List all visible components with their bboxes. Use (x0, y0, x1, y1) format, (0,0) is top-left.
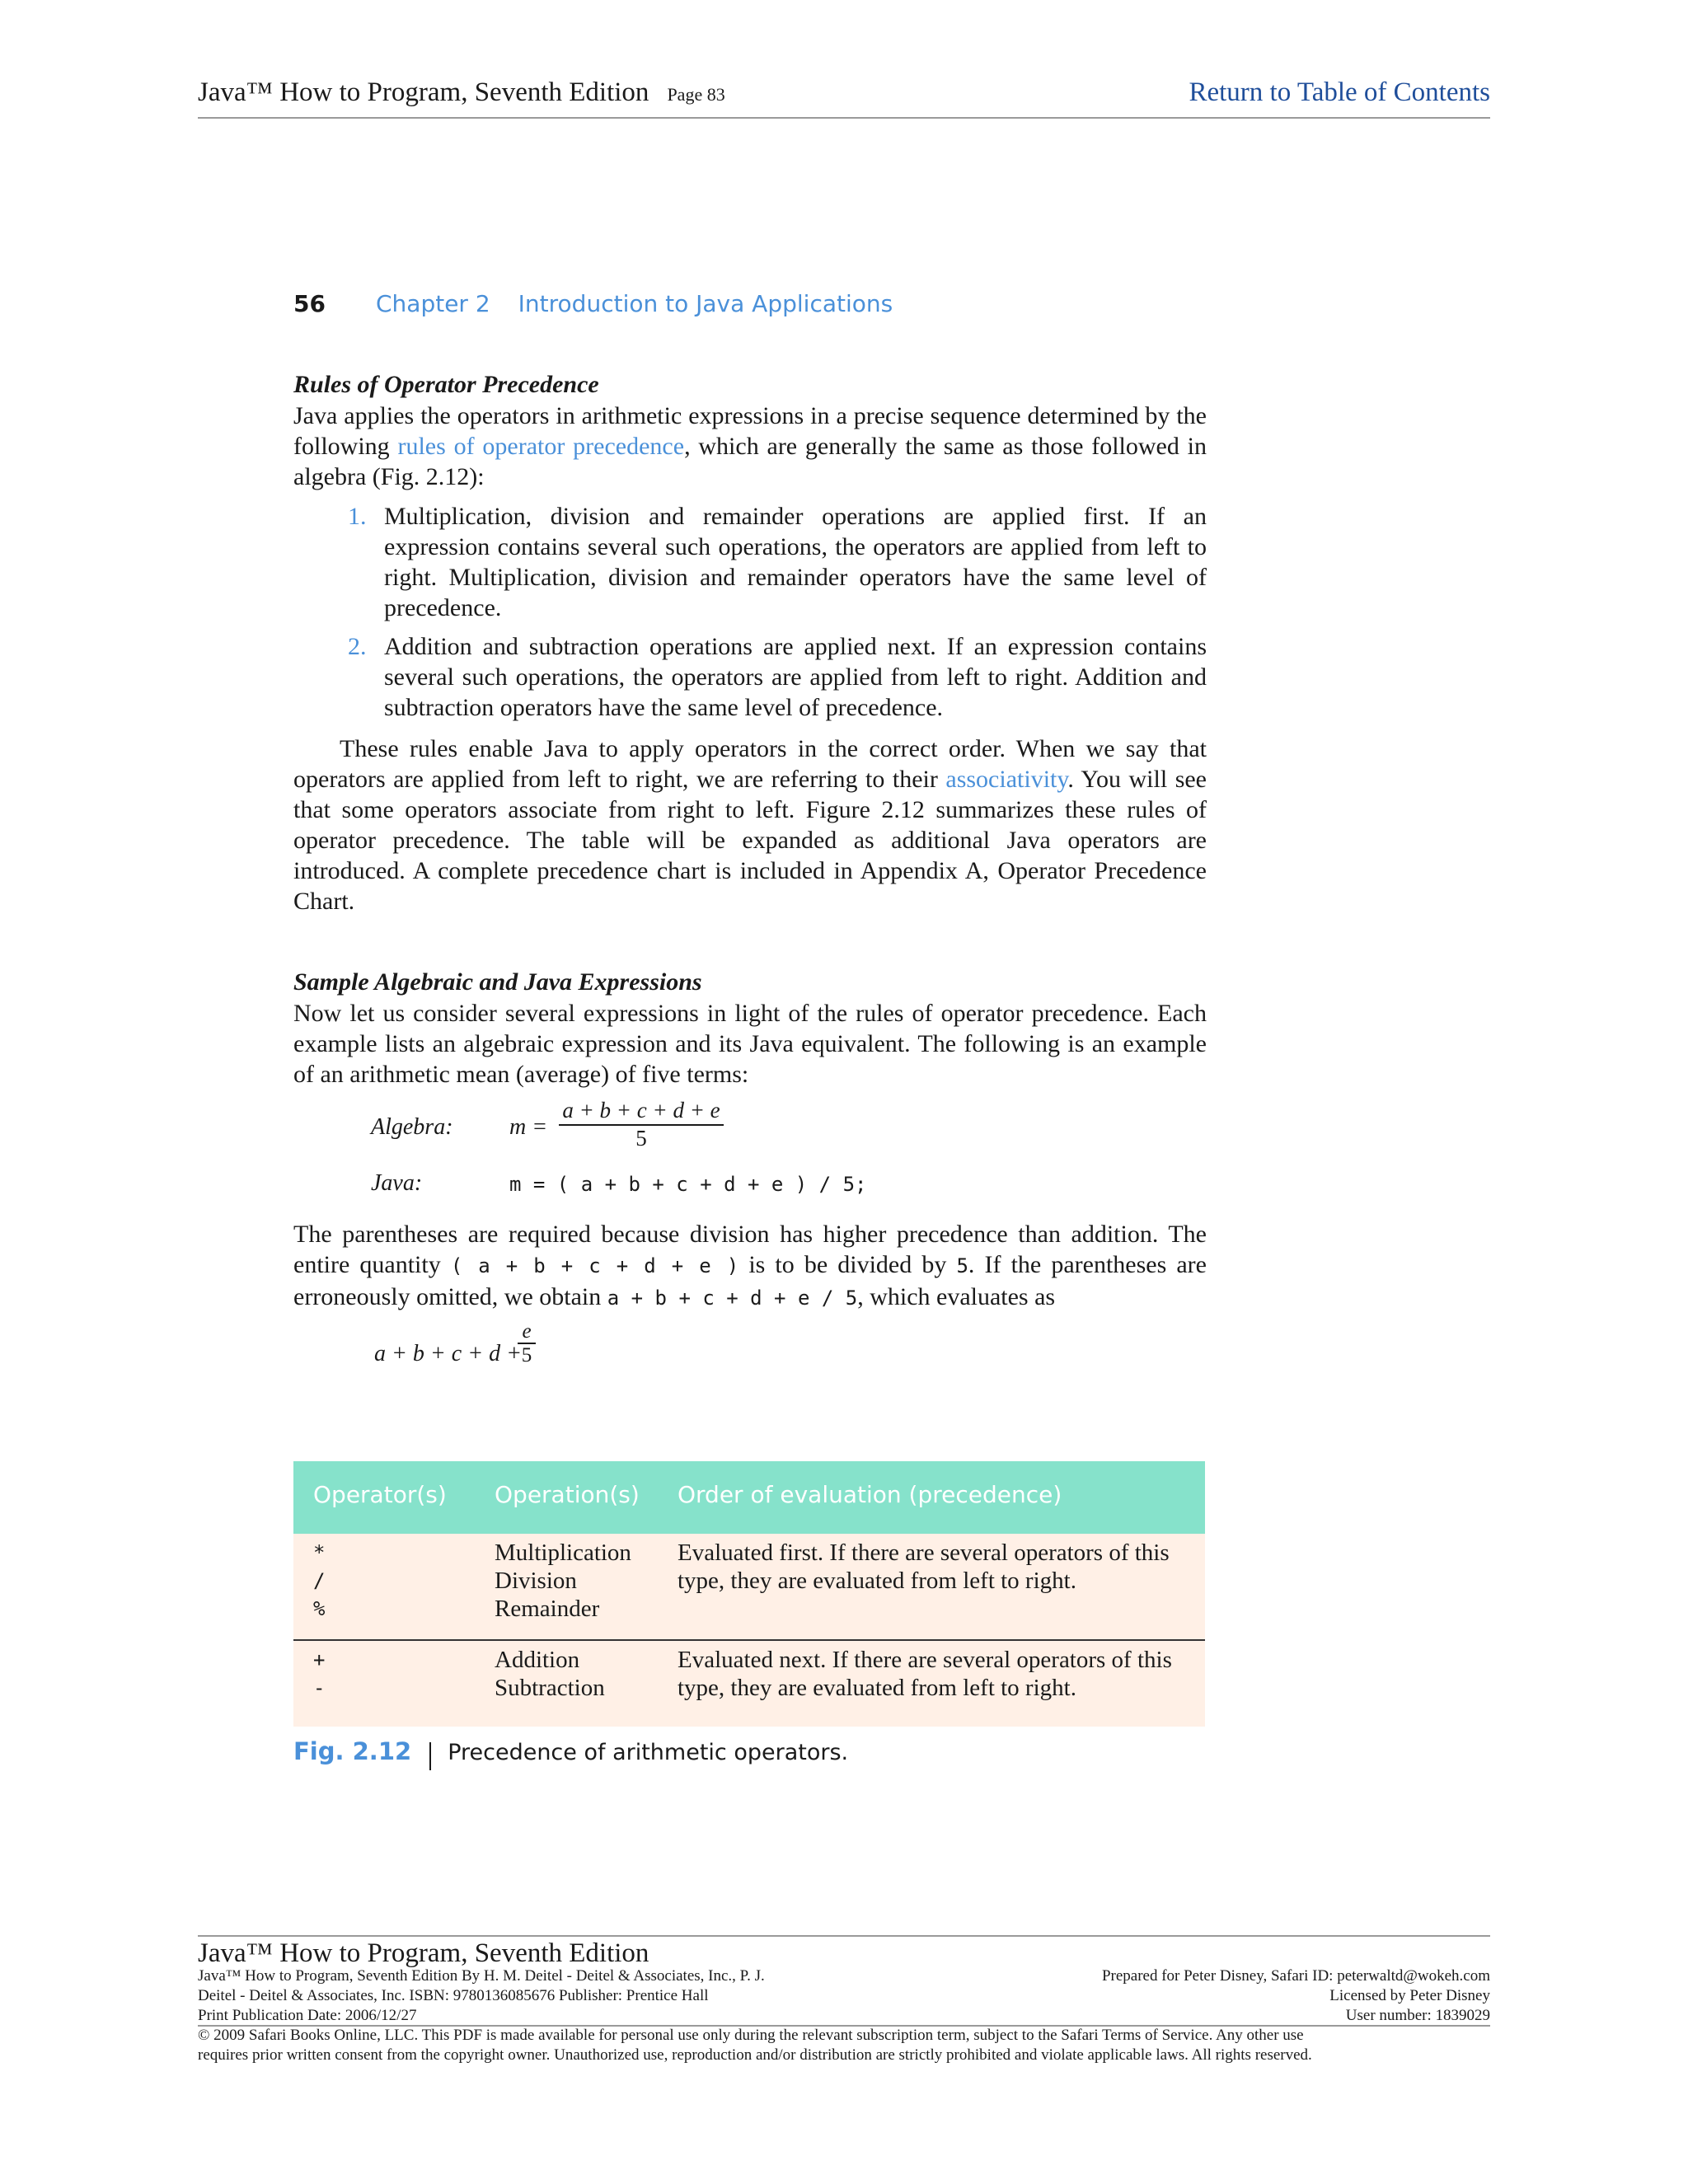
fraction-denominator: 5 (521, 1344, 532, 1366)
operations-cell: Addition Subtraction (495, 1647, 605, 1701)
return-to-toc-link[interactable]: Return to Table of Contents (1189, 77, 1490, 107)
eval-expression: a + b + c + d + (374, 1341, 523, 1366)
inline-code: ( a + b + c + d + e ) (450, 1254, 739, 1277)
column-header: Order of evaluation (precedence) (678, 1481, 1062, 1508)
order-cell: Evaluated first. If there are several operators of this type, they are evaluated from left to right. (678, 1540, 1170, 1594)
caption-divider (429, 1742, 431, 1770)
section-heading-precedence: Rules of Operator Precedence (293, 371, 599, 398)
section2-intro: Now let us consider several expressions in light of the rules of operator precedence. Each example lists an algebraic expression and its Java equivalent. The following is an example of an arithmetic mean (average) of five terms: (293, 1000, 1207, 1088)
inline-code: 5 (956, 1254, 968, 1277)
figure-caption (293, 1737, 848, 1770)
section1-intro: Java applies the operators in arithmetic expressions in a precise sequence determined by the following rules of operator precedence, which are generally the same as those followed in algebra (Fig. 2.12): (293, 402, 1207, 490)
footer-copyright: © 2009 Safari Books Online, LLC. This PDF is made available for personal use only during the relevant subscription term, subject to the Safari Terms of Service. Any other use requires prior written consent from the copyright owner. Unauthorized use, reproduction and/or distribution are strictly prohibited and violate applicable laws. All rights reserved. (198, 2027, 1312, 2064)
footer-license-info: Prepared for Peter Disney, Safari ID: peterwaltd@wokeh.com Licensed by Peter Disney User number: 1839029 (1101, 1967, 1490, 2024)
java-code: m = ( a + b + c + d + e ) / 5; (509, 1173, 867, 1196)
fraction-numerator: a + b + c + d + e (562, 1098, 720, 1122)
column-header: Operation(s) (495, 1481, 640, 1508)
operations-cell: Multiplication Division Remainder (495, 1540, 631, 1622)
eval-fraction (518, 1320, 536, 1366)
operators-cell: + - (313, 1648, 326, 1699)
footer-divider (198, 1935, 1490, 1937)
table-header (293, 1461, 1205, 1534)
chapter-label: Chapter 2 (376, 290, 490, 317)
fraction-numerator: e (522, 1320, 532, 1343)
rule-list (293, 501, 1207, 625)
operators-cell: * / % (313, 1541, 326, 1620)
list-text: Addition and subtraction operations are applied next. If an expression contains several such operations, the operators are applied from left to right. Addition and subtraction operators have the same level of precedence. (384, 633, 1207, 721)
order-cell: Evaluated next. If there are several operators of this type, they are evaluated from left to right. (678, 1647, 1172, 1701)
chapter-title: Introduction to Java Applications (518, 290, 893, 317)
rule-list-2 (293, 631, 1207, 730)
term-rules-of-operator-precedence: rules of operator precedence (397, 433, 685, 460)
figure-number: Fig. 2.12 (293, 1737, 412, 1765)
book-page-number: 56 (293, 290, 326, 317)
section1-paragraph: These rules enable Java to apply operators in the correct order. When we say that operators are applied from left to right, we are referring to their associativity. You will see that some operators associate from right to left. Figure 2.12 summarizes these rules of operator precedence. The table will be expanded as additional Java operators are introduced. A complete precedence chart is included in Appendix A, Operator Precedence Chart. (293, 735, 1207, 915)
footer-publication-info: Java™ How to Program, Seventh Edition By H. M. Deitel - Deitel & Associates, Inc., P. J. Deitel - Deitel & Associates, Inc. ISBN: 9780136085676 Publisher: Prentice Hall Print Publication Date: 2006/12/27 (198, 1967, 765, 2024)
column-header: Operator(s) (313, 1481, 447, 1508)
header-title: Java™ How to Program, Seventh Edition Page 83 (198, 77, 725, 107)
footer-title: Java™ How to Program, Seventh Edition (198, 1938, 649, 1968)
algebra-fraction (559, 1098, 724, 1151)
list-number: 1. (348, 503, 367, 530)
inline-code: a + b + c + d + e / 5 (607, 1286, 858, 1310)
java-label: Java: (371, 1170, 423, 1196)
fraction-denominator: 5 (635, 1126, 647, 1151)
term-associativity: associativity (945, 766, 1068, 793)
algebra-label: Algebra: (371, 1114, 453, 1140)
list-text: Multiplication, division and remainder operations are applied first. If an expression contains several such operations, the operators are applied from left to right. Multiplication, division and remainder operators have the same level of precedence. (384, 503, 1207, 621)
table-row (293, 1534, 1205, 1641)
list-number: 2. (348, 633, 367, 660)
precedence-table (293, 1461, 1205, 1727)
running-header (198, 76, 1490, 119)
algebra-lhs: m = (509, 1114, 548, 1140)
chapter-heading (376, 290, 893, 317)
figure-caption-text: Precedence of arithmetic operators. (448, 1740, 849, 1765)
section-heading-sample-expressions: Sample Algebraic and Java Expressions (293, 968, 702, 996)
header-page-label: Page 83 (667, 84, 725, 105)
section2-paragraph: The parentheses are required because division has higher precedence than addition. The entire quantity ( a + b + c + d + e ) is to be divided by 5. If the parentheses are erroneously omitted, we obtain a + b + c + d + e / 5, which evaluates as (293, 1221, 1207, 1310)
table-row (293, 1641, 1205, 1727)
